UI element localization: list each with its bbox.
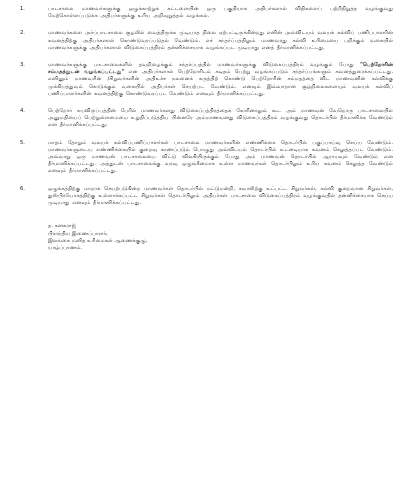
bold-quote: "பெற்றோரின் சம்மதத்துடன் வழங்கப்பட்டது" bbox=[48, 62, 393, 76]
numbered-paragraph bbox=[20, 6, 393, 20]
paragraph-text bbox=[32, 62, 393, 98]
paragraph-text: மாணவர்களை அர்ப்பாடசாலை சூழலில் வைத்திருக்க முடியாத நிலை ஏற்பட்டிருக்கின்றது எனின் அவ்விடயம் வலயக் கல்விப் பணிப்பாளரின் கவனத்திற்கு அதிபர்களால் கொண்டுவரப்படுதல் வேண்டும். எச் சந்தர்ப்பத்திலும் மாணவரது கல்வி உரிமையை பறிக்கும் வகையில் மாணவர்களுக்கு அதிபர்களால் விடுகைப்பத்திரம் தன்னிச்சையாக வழங்கப்பட முடியாது எனத் தீர்மானிக்கப்பட்டது. bbox=[48, 30, 393, 51]
paragraph-number: 1. bbox=[20, 6, 25, 12]
paragraph-text-part: மாணவர்களுக்கு பாடசாலைகளில் தவறிழைக்கும் சந்தர்ப்பத்தில் மாணவர்களுக்கு விடுகைப்பத்திரம் வழங்கும் போது bbox=[48, 62, 354, 69]
signatory-name: த. கனகராஜ் bbox=[48, 223, 77, 230]
numbered-paragraph bbox=[20, 30, 393, 52]
numbered-paragraph bbox=[20, 186, 393, 208]
numbered-paragraph bbox=[20, 140, 393, 176]
paragraph-number: 4. bbox=[20, 108, 25, 115]
paragraph-text: பெற்றோர் சுயவிருப்பத்தின் பேரில் மாணவர்களது விடுகைப்பத்திரத்தைக் கோரினாலும் கூட அம் மாணவன் வேறொரு பாடசாலையில் அனுமதியைப் பெற்றுள்ளமையை உறுதிப்படுத்திய பின்னரே அம்மாணவனது விடுகைப்பத்திரம் வழங்குவது தொடர்பில் தீர்மானிக்க வேண்டும் என தீர்மானிக்கப்பட்டது. bbox=[48, 108, 393, 129]
numbered-paragraph bbox=[20, 108, 393, 130]
signatory-place: யாழ்ப்பாணம். bbox=[48, 245, 83, 252]
paragraph-number: 6. bbox=[20, 185, 25, 192]
signatory-organization: இலங்கை மனித உரிமைகள் ஆணைக்குழு, bbox=[48, 238, 148, 245]
paragraph-number: 5. bbox=[20, 139, 25, 146]
paragraph-text-part: என அதிபர்களால் பெற்றோரிடம் கடிதம் பெற்று வழங்கப்படும் சந்தர்ப்பங்களும் கவனத்துரைக்கப்பட்டது. எனினும் மாணவரின் /சிறுவர்களின் அதிஉச்ச நலனைக் கருத்திற் கொண்டு பெற்றோரின் சம்மதத்தை விட மாணவனின் கல்விக்கு முக்கியத்துவம் கொடுக்கும் வகையில் அதிபர்கள் செயற்பட வேண்டும். எனவும் இவ்வாறான சூழ்நிலைகளையும் வலயக் கல்விப் பணிப்பாளர்களின் கவனத்திற்கு கொண்டுவரப்பட வேண்டும் எனவும் தீர்மானிக்கப்பட்டது. bbox=[48, 69, 394, 97]
paragraph-number: 3. bbox=[20, 62, 25, 69]
signatory-title: பிராந்திய இணைப்பாளர், bbox=[48, 230, 108, 237]
paragraph-text: ஒழுக்கத்திற்கு மாறாக செயற்படுகின்ற மாணவர்கள் தொடர்பில் மட்டுமன்றி, சவாலிற்கு உட்பட்ட சிறுவர்கள், கல்வி குறைவான சிறுவர்கள், துஸ்பிரயோகத்திற்கு உள்ளாக்கப்பட்ட சிறுவர்கள் தொடர்பிலும் அதிபர்கள் பாடசாலை விடுகைப்பத்திரம் வழங்குவதில் தன்னிச்சையாக செய்ய முடியாது எனவும் தீர்மானிக்கப்பட்டது. bbox=[48, 185, 393, 207]
paragraph-number: 2. bbox=[20, 30, 25, 37]
paragraph-text: பாடசாலை மாணவர்களுக்கு ஒழுக்காற்றுக் கட்டளையின் ஒரு பகுதியாக அதிபர்களால் விதிகளைப் பற்றிநிறுத்த வழங்குவது மேற்கொள்ளப்படுக்க அதிபர்களுக்கு உரிய அறிவுறுத்தல் வழங்கல். bbox=[48, 6, 393, 20]
paragraph-text: மாதம் தோறும் வலயக் கல்விப்பணிப்பாளர்கள் பாடசாலை மாணவர்களின் எண்ணிக்கை தொடர்பில் பகுப்பாய்வு செய்ய வேண்டும். மாணவர்களுடைய எண்ணிக்கையில் குறைவு காணப்படும் பொழுது அவ்விடயம் தொடர்பில் உடனடியாக கவனம் செலுத்தப்பட வேண்டும். அவ்வாறு ஒரு மாணவன் பாடசாலையை விட்டு விலகியிருக்கும் போது அம் மாணவன் தொடர்பில் ஆராயவும் வேண்டும் என தீர்மானிக்கப்பட்டது. அத்துடன் பாடசாலைக்கு வரவு ஒழுங்கீனமாக உள்ள மாணவர்கள் தொடர்பிலும் உரிய கவனம் செலுத்த வேண்டும் எனவும் தீர்மானிக்கப்பட்டது. bbox=[48, 139, 393, 175]
numbered-paragraph bbox=[20, 62, 393, 98]
signature-block bbox=[20, 223, 393, 253]
